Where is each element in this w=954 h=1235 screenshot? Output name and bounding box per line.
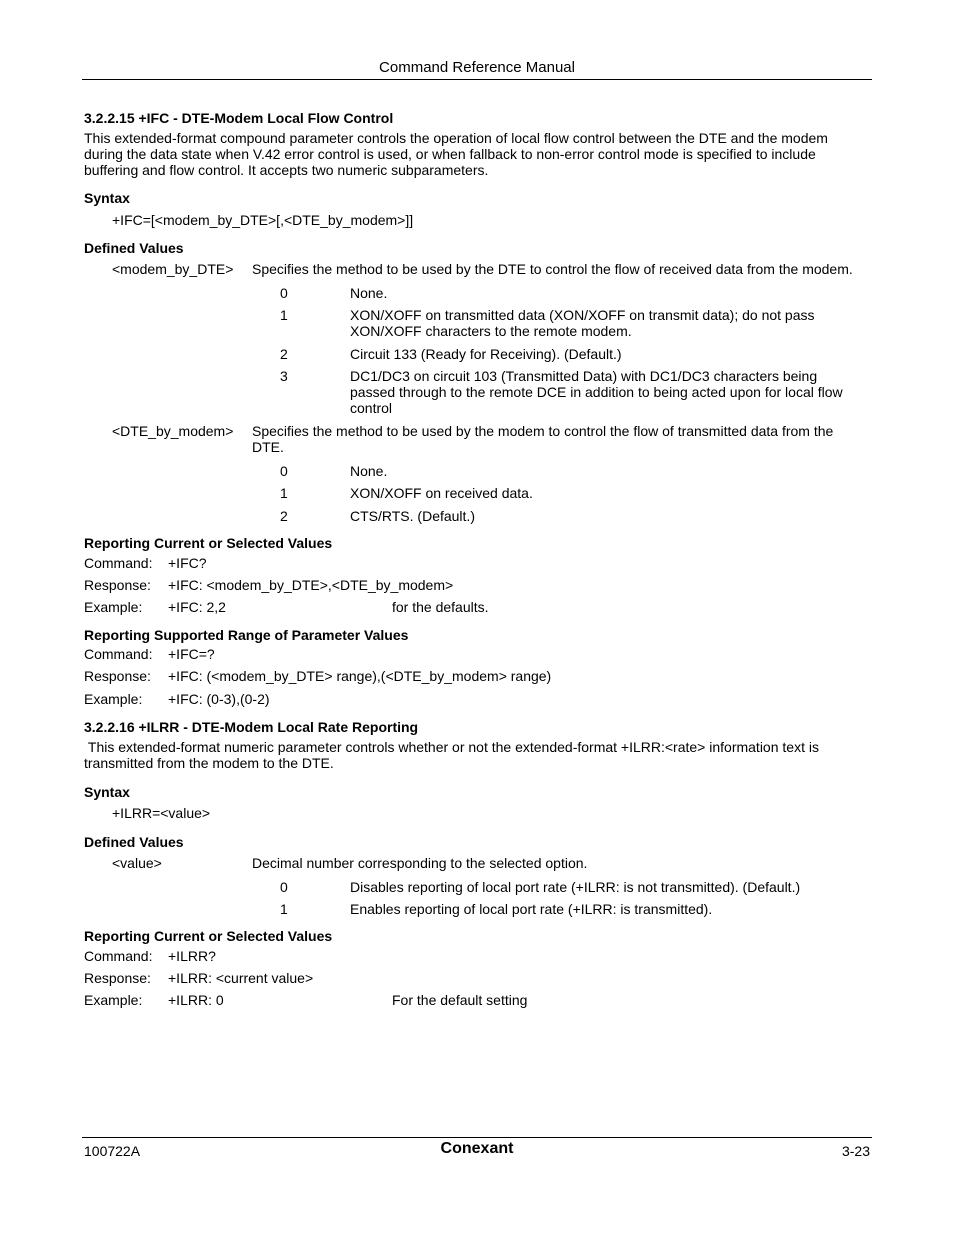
response-value: +ILRR: <current value> (168, 970, 314, 986)
command-label: Command: (84, 646, 153, 662)
param-description: Specifies the method to be used by the modem to control the flow of transmitted data from the DTE. (252, 423, 834, 455)
param-description: Specifies the method to be used by the DTE to control the flow of received data from the modem. (252, 261, 853, 277)
value-text: XON/XOFF on transmitted data (XON/XOFF on transmit data); do not pass XON/XOFF characters to the remote modem. (350, 307, 815, 339)
value-code: 1 (280, 485, 288, 501)
param-name: <value> (112, 855, 162, 871)
response-value: +IFC: <modem_by_DTE>,<DTE_by_modem> (168, 577, 454, 593)
value-text: None. (350, 463, 388, 479)
defined-values-heading: Defined Values (84, 834, 184, 850)
param-description: Decimal number corresponding to the selected option. (252, 855, 588, 871)
example-value: +ILRR: 0 (168, 992, 224, 1008)
param-name: <DTE_by_modem> (112, 423, 234, 439)
response-label: Response: (84, 970, 151, 986)
value-text: Enables reporting of local port rate (+ILRR: is transmitted). (350, 901, 713, 917)
value-code: 1 (280, 901, 288, 917)
section-intro-ifc: This extended-format compound parameter controls the operation of local flow control between the DTE and the modem during the data state when V.42 error control is used, or when fallback to non-error control mode is specified to include buffering and flow control. It accepts two numeric subparameters. (84, 130, 828, 178)
company-name: Conexant (440, 1140, 514, 1157)
footer-rule (82, 1137, 872, 1138)
value-code: 0 (280, 463, 288, 479)
reporting-range-heading: Reporting Supported Range of Parameter Values (84, 627, 409, 643)
value-text: CTS/RTS. (Default.) (350, 508, 475, 524)
syntax-text: +IFC=[<modem_by_DTE>[,<DTE_by_modem>]] (112, 212, 414, 228)
reporting-current-heading: Reporting Current or Selected Values (84, 928, 333, 944)
syntax-text: +ILRR=<value> (112, 805, 211, 821)
example-label: Example: (84, 992, 143, 1008)
param-name: <modem_by_DTE> (112, 261, 234, 277)
defined-values-heading: Defined Values (84, 240, 184, 256)
value-code: 0 (280, 879, 288, 895)
example-note: for the defaults. (392, 599, 489, 615)
command-value: +IFC=? (168, 646, 215, 662)
section-heading-ilrr: 3.2.2.16 +ILRR - DTE-Modem Local Rate Reporting (84, 719, 419, 735)
response-label: Response: (84, 577, 151, 593)
syntax-heading: Syntax (84, 784, 130, 800)
command-label: Command: (84, 555, 153, 571)
response-value: +IFC: (<modem_by_DTE> range),(<DTE_by_modem> range) (168, 668, 552, 684)
command-value: +ILRR? (168, 948, 216, 964)
value-code: 2 (280, 508, 288, 524)
value-text: None. (350, 285, 388, 301)
response-label: Response: (84, 668, 151, 684)
example-label: Example: (84, 599, 143, 615)
value-text: Circuit 133 (Ready for Receiving). (Default.) (350, 346, 622, 362)
value-text: DC1/DC3 on circuit 103 (Transmitted Data) with DC1/DC3 characters being passed through to the remote DCE in addition to being acted upon for local flow control (350, 368, 843, 416)
section-heading-ifc: 3.2.2.15 +IFC - DTE-Modem Local Flow Control (84, 110, 394, 126)
page-number: 3-23 (841, 1143, 870, 1159)
value-code: 3 (280, 368, 288, 384)
header-rule (82, 79, 872, 80)
example-label: Example: (84, 691, 143, 707)
value-text: XON/XOFF on received data. (350, 485, 533, 501)
value-text: Disables reporting of local port rate (+ILRR: is not transmitted). (Default.) (350, 879, 801, 895)
command-label: Command: (84, 948, 153, 964)
syntax-heading: Syntax (84, 190, 130, 206)
value-code: 2 (280, 346, 288, 362)
doc-number: 100722A (84, 1143, 141, 1159)
section-intro-ilrr: This extended-format numeric parameter controls whether or not the extended-format +ILRR:<rate> information text is transmitted from the modem to the DTE. (84, 739, 823, 771)
example-value: +IFC: (0-3),(0-2) (168, 691, 270, 707)
reporting-current-heading: Reporting Current or Selected Values (84, 535, 333, 551)
value-code: 0 (280, 285, 288, 301)
running-header: Command Reference Manual (379, 59, 575, 76)
value-code: 1 (280, 307, 288, 323)
example-value: +IFC: 2,2 (168, 599, 226, 615)
example-note: For the default setting (392, 992, 528, 1008)
command-value: +IFC? (168, 555, 207, 571)
